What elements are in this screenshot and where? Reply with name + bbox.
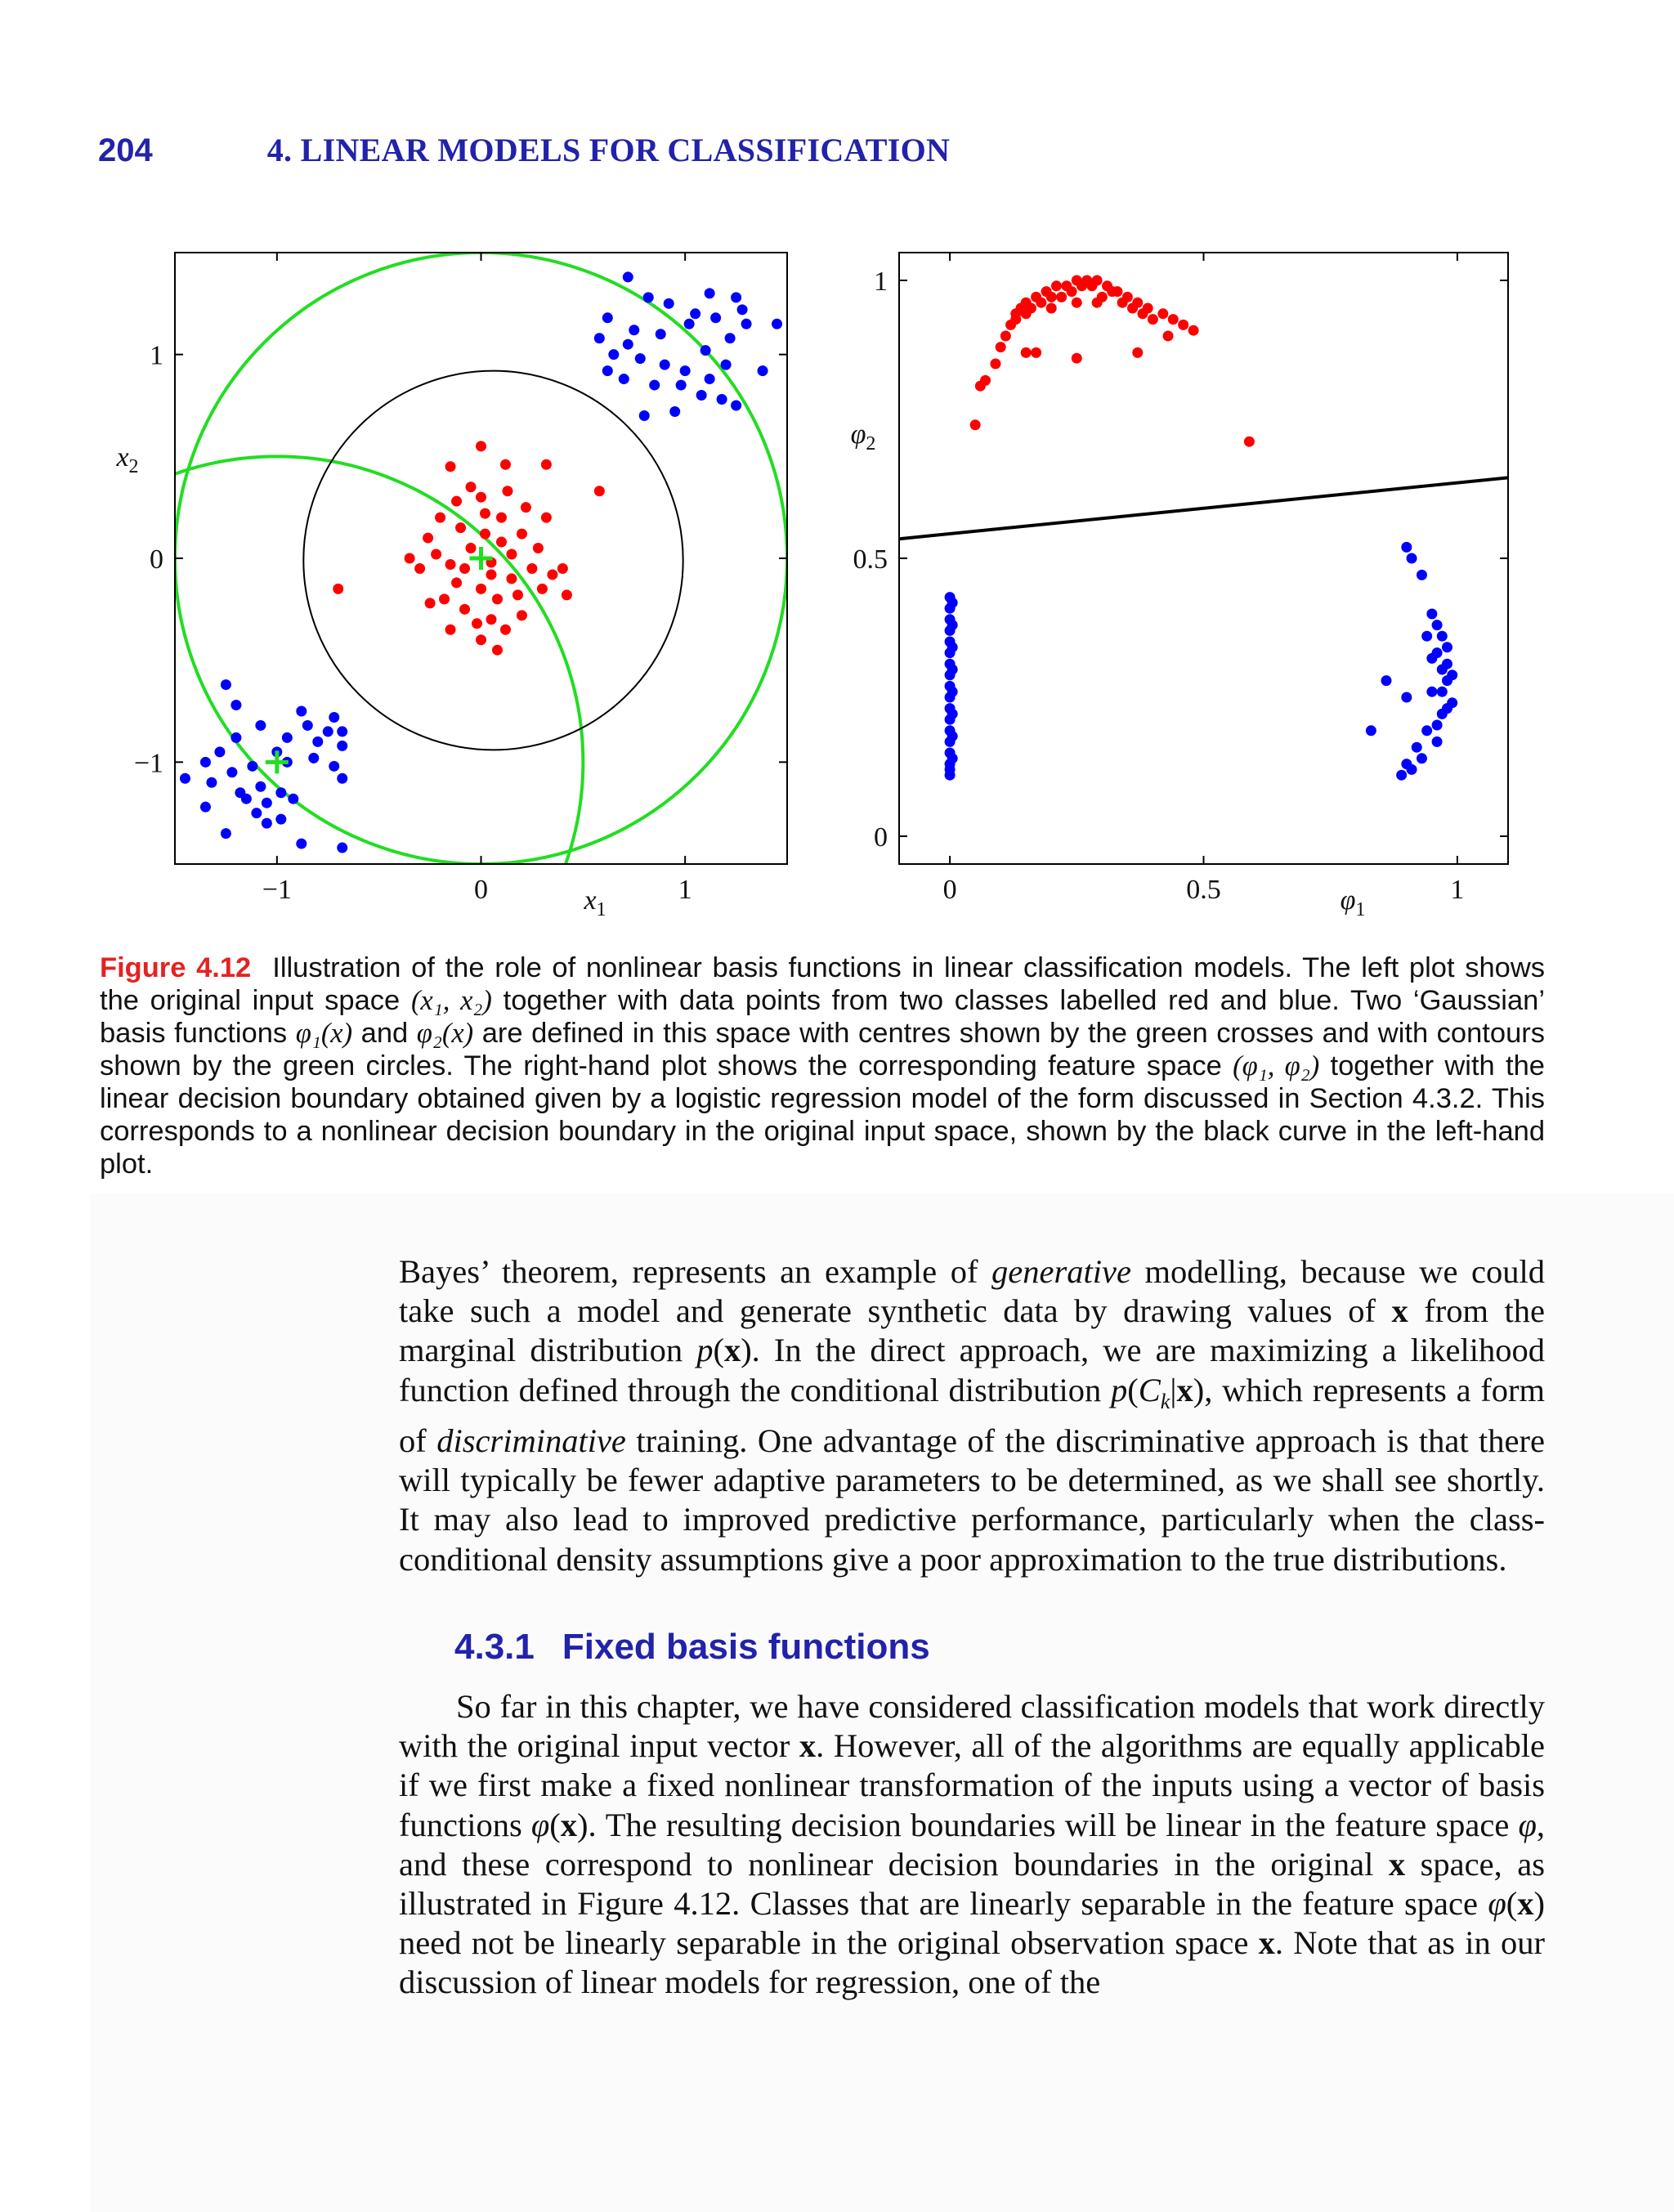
blue-data-point — [231, 700, 241, 710]
blue-data-point — [337, 726, 347, 737]
blue-data-point — [251, 808, 262, 818]
red-data-point — [1127, 303, 1138, 314]
text-run: modelling, because we could take such a model and generate synthetic data by drawing values of — [399, 1253, 1545, 1330]
figure-caption — [100, 952, 1545, 1180]
section-title: Fixed basis functions — [562, 1627, 930, 1667]
red-data-point — [1086, 280, 1097, 291]
red-data-point — [496, 513, 507, 523]
red-data-point — [512, 589, 523, 600]
text-run: and — [352, 1018, 417, 1049]
math-symbol: p — [1110, 1371, 1128, 1408]
red-data-point — [996, 342, 1006, 352]
math-subscript: k — [1160, 1389, 1170, 1413]
red-data-point — [1188, 325, 1199, 336]
red-data-point — [1117, 298, 1128, 308]
red-data-point — [1168, 314, 1179, 325]
y-tick-label: −1 — [133, 748, 163, 779]
chapter-title: 4. LINEAR MODELS FOR CLASSIFICATION — [266, 132, 951, 168]
red-data-point — [1036, 298, 1046, 308]
red-data-point — [1056, 292, 1067, 302]
plot-area — [899, 275, 1508, 781]
blue-data-point — [296, 706, 307, 717]
right-scatter-plot — [851, 253, 1508, 920]
text-run: . However, all of the algorithms are equally applicable if we first make a fixed nonlinear transformation of the inputs using a vector of basis functions — [399, 1727, 1545, 1843]
blue-data-point — [623, 271, 633, 282]
blue-data-point — [312, 737, 323, 747]
blue-data-point — [255, 781, 266, 792]
blue-data-point — [594, 333, 605, 343]
red-data-point — [472, 618, 482, 629]
math-vector: x — [799, 1727, 817, 1765]
blue-data-point — [684, 319, 695, 329]
red-data-point — [1021, 308, 1032, 319]
red-data-point — [990, 359, 1000, 369]
math-vector: x — [1517, 1885, 1534, 1923]
text-run: space, as illustrated in Figure 4.12. Classes that are linearly separable in the feature space — [399, 1845, 1545, 1923]
red-data-point — [970, 419, 981, 430]
red-data-point — [1244, 437, 1255, 447]
red-data-point — [1178, 320, 1188, 330]
blue-data-point — [623, 339, 633, 350]
red-data-point — [1148, 314, 1158, 325]
text-run: together with the linear decision boundary obtained given by a logistic regression model of the form discussed in Section 4.3.2. This corresponds to a nonlinear decision boundary in the original input space, shown by the black curve in the left-hand plot. — [100, 1050, 1545, 1180]
blue-data-point — [1421, 725, 1432, 736]
caption-math: φ₂(x) — [416, 1018, 474, 1049]
x-tick-label: 0.5 — [1186, 875, 1221, 905]
y-tick-label: 0 — [150, 544, 163, 575]
blue-data-point — [1426, 653, 1437, 664]
body-paragraph-2 — [399, 1687, 1545, 2003]
blue-data-point — [262, 818, 272, 829]
red-data-point — [405, 553, 415, 564]
blue-data-point — [947, 598, 958, 608]
blue-data-point — [721, 360, 732, 370]
blue-data-point — [737, 304, 748, 315]
red-data-point — [517, 529, 527, 540]
red-data-point — [445, 625, 456, 635]
section-heading — [454, 1627, 930, 1668]
text-run: ), which represents a form of — [399, 1371, 1545, 1459]
blue-data-point — [947, 642, 958, 652]
math-symbol: p — [696, 1332, 714, 1369]
blue-data-point — [282, 732, 293, 743]
red-data-point — [1031, 347, 1041, 358]
blue-data-point — [1366, 725, 1376, 736]
blue-data-point — [226, 767, 237, 777]
blue-data-point — [725, 333, 736, 343]
blue-data-point — [947, 753, 958, 763]
blue-data-point — [705, 288, 715, 298]
blue-data-point — [329, 712, 339, 723]
blue-data-point — [1442, 642, 1452, 652]
blue-data-point — [758, 365, 768, 376]
figure-label: Figure 4.12 — [100, 952, 252, 983]
blue-data-point — [1401, 542, 1412, 553]
red-data-point — [486, 569, 496, 580]
blue-data-point — [669, 406, 680, 417]
blue-data-point — [1426, 687, 1437, 697]
blue-data-point — [308, 753, 319, 763]
blue-data-point — [639, 410, 650, 421]
blue-data-point — [337, 843, 347, 853]
red-data-point — [445, 461, 456, 472]
blue-data-point — [1442, 703, 1452, 714]
red-data-point — [557, 563, 568, 574]
blue-data-point — [705, 374, 715, 384]
red-data-point — [1107, 286, 1117, 297]
text-run: Illustration of the role of nonlinear basis functions in linear classification models. The left plot shows the original input space — [100, 952, 1545, 1016]
red-data-point — [459, 604, 470, 615]
blue-data-point — [1426, 609, 1437, 620]
blue-data-point — [772, 319, 782, 329]
blue-data-point — [247, 761, 257, 772]
caption-math: φ₁(x) — [295, 1018, 353, 1049]
blue-data-point — [741, 319, 752, 329]
math-vector: x — [1258, 1924, 1275, 1962]
math-symbol: φ — [530, 1806, 550, 1843]
blue-data-point — [1412, 742, 1422, 753]
section-number: 4.3.1 — [454, 1627, 535, 1667]
red-data-point — [486, 614, 496, 625]
blue-data-point — [275, 787, 286, 798]
text-run: ( — [1506, 1885, 1518, 1923]
red-data-point — [506, 573, 517, 584]
y-tick-label: 0 — [874, 822, 888, 853]
red-data-point — [594, 486, 605, 496]
text-run: ( — [1127, 1371, 1139, 1408]
red-data-point — [451, 577, 462, 588]
y-axis-label: $x_2$ — [116, 442, 139, 477]
red-data-point — [1046, 303, 1057, 314]
blue-data-point — [296, 839, 307, 849]
math-vector: x — [560, 1806, 578, 1843]
blue-data-point — [947, 665, 958, 675]
red-data-point — [1051, 280, 1062, 291]
caption-math: (x₁, x₂) — [410, 985, 492, 1016]
blue-data-point — [660, 360, 670, 370]
red-data-point — [533, 543, 544, 553]
red-data-point — [459, 563, 470, 574]
red-data-point — [500, 459, 511, 470]
red-data-point — [425, 598, 436, 608]
red-data-point — [506, 549, 517, 560]
blue-data-point — [619, 374, 629, 384]
red-data-point — [439, 593, 450, 604]
blue-data-point — [710, 312, 721, 323]
blue-data-point — [1401, 692, 1412, 703]
blue-data-point — [337, 741, 347, 751]
x-axis-label: $\varphi_1$ — [1340, 885, 1366, 920]
red-data-point — [517, 610, 527, 620]
math-symbol: C — [1138, 1371, 1161, 1408]
blue-data-point — [947, 687, 958, 697]
red-data-point — [1163, 331, 1174, 342]
blue-data-point — [656, 329, 666, 339]
blue-data-point — [717, 394, 727, 405]
blue-data-point — [200, 802, 211, 813]
blue-data-point — [1417, 753, 1427, 763]
red-data-point — [445, 559, 456, 570]
red-data-point — [476, 584, 486, 594]
red-data-point — [537, 584, 548, 594]
red-data-point — [451, 496, 462, 507]
x-tick-label: −1 — [262, 875, 292, 905]
red-data-point — [975, 381, 986, 392]
blue-data-point — [1407, 764, 1417, 775]
red-data-point — [431, 549, 441, 560]
blue-data-point — [664, 298, 674, 309]
blue-data-point — [323, 726, 333, 737]
red-data-point — [435, 513, 445, 523]
text-run: training. One advantage of the discriminative approach is that there will typically be fewer adaptive parameters to be determined, as we shall see shortly. It may also lead to improved predictive performance, particularly when the class-conditional density assumptions give a poor approximation to the true distributions. — [399, 1422, 1545, 1578]
red-data-point — [492, 645, 503, 656]
blue-data-point — [221, 828, 231, 839]
red-data-point — [492, 593, 503, 604]
red-data-point — [547, 569, 557, 580]
blue-data-point — [1417, 570, 1427, 580]
red-data-point — [480, 508, 490, 519]
red-data-point — [476, 441, 486, 451]
text-run: So far in this chapter, we have considered classification models that work directly with the original input vector — [399, 1688, 1545, 1765]
decision-boundary-line — [899, 477, 1508, 539]
y-axis-label: $\varphi_2$ — [850, 419, 876, 454]
blue-data-point — [1381, 675, 1392, 686]
blue-data-point — [690, 308, 700, 319]
math-vector: x — [1176, 1371, 1193, 1408]
red-data-point — [480, 529, 490, 540]
red-data-point — [1132, 347, 1143, 358]
running-head — [98, 131, 950, 172]
blue-data-point — [180, 773, 190, 784]
red-data-point — [414, 563, 425, 574]
blue-data-point — [288, 794, 298, 804]
blue-data-point — [221, 679, 231, 690]
math-symbol: φ — [1518, 1806, 1537, 1843]
red-data-point — [476, 634, 486, 645]
blue-data-point — [696, 390, 707, 401]
blue-data-point — [214, 746, 225, 757]
text-run: . Note that as in our discussion of linear models for regression, one of the — [399, 1924, 1545, 2001]
x-tick-label: 0 — [942, 875, 957, 905]
red-data-point — [1072, 353, 1082, 364]
math-vector: x — [1391, 1292, 1408, 1330]
red-data-point — [455, 522, 466, 533]
x-tick-label: 1 — [678, 875, 692, 905]
red-data-point — [466, 481, 477, 492]
blue-data-point — [1442, 675, 1452, 686]
red-data-point — [541, 459, 552, 470]
blue-data-point — [649, 380, 660, 391]
blue-data-point — [255, 720, 266, 731]
blue-data-point — [1437, 631, 1448, 642]
blue-data-point — [1442, 659, 1452, 669]
text-run: Bayes’ theorem, represents an example of — [399, 1253, 992, 1290]
italic-term: generative — [991, 1253, 1131, 1290]
red-data-point — [476, 492, 486, 503]
blue-data-point — [200, 757, 211, 768]
blue-data-point — [635, 353, 646, 364]
text-run: | — [1170, 1371, 1177, 1408]
blue-data-point — [700, 345, 711, 356]
red-data-point — [541, 513, 552, 523]
blue-data-point — [206, 777, 217, 788]
body-paragraph-1 — [399, 1252, 1545, 1579]
text-run: are defined in this space with centres shown by the green crosses and with contours shown by the green circles. The right-hand plot shows the corresponding feature space — [100, 1018, 1546, 1081]
text-run: , and these correspond to nonlinear decision boundaries in the original — [399, 1806, 1545, 1883]
red-data-point — [1021, 347, 1032, 358]
red-data-point — [1076, 280, 1087, 291]
red-data-point — [423, 533, 433, 544]
blue-data-point — [676, 380, 687, 391]
blue-data-point — [262, 798, 272, 808]
red-data-point — [526, 563, 537, 574]
red-data-point — [333, 584, 343, 594]
red-data-point — [521, 502, 531, 513]
blue-data-point — [947, 731, 958, 741]
x-tick-label: 0 — [474, 875, 488, 905]
plot-area — [0, 253, 787, 948]
x-axis-label: $x_1$ — [584, 885, 606, 920]
blue-data-point — [602, 312, 613, 323]
blue-data-point — [231, 732, 241, 743]
blue-data-point — [1437, 687, 1448, 697]
text-run: ( — [549, 1806, 561, 1843]
blue-data-point — [1432, 737, 1443, 747]
red-data-point — [562, 589, 572, 600]
red-data-point — [1010, 314, 1021, 325]
red-data-point — [500, 625, 511, 635]
blue-data-point — [329, 761, 339, 772]
y-tick-label: 0.5 — [853, 544, 888, 575]
caption-math: (φ₁, φ₂) — [1233, 1050, 1320, 1081]
y-tick-label: 1 — [874, 266, 888, 297]
math-vector: x — [1388, 1845, 1406, 1883]
x-tick-label: 1 — [1450, 875, 1465, 905]
blue-data-point — [1396, 770, 1407, 781]
blue-data-point — [337, 773, 347, 784]
text-run: from the marginal distribution — [399, 1292, 1545, 1369]
blue-data-point — [608, 349, 619, 360]
text-run: ). The resulting decision boundaries will be linear in the feature space — [577, 1806, 1519, 1843]
red-data-point — [1138, 308, 1148, 319]
blue-data-point — [1421, 631, 1432, 642]
blue-data-point — [1407, 553, 1417, 564]
blue-data-point — [602, 365, 613, 376]
blue-data-point — [643, 292, 654, 302]
blue-data-point — [1432, 720, 1443, 731]
text-run: ( — [713, 1332, 724, 1369]
text-run: together with data points from two classes labelled red and blue. Two ‘Gaussian’ basis functions — [100, 985, 1546, 1049]
blue-data-point — [235, 787, 245, 798]
red-data-point — [1046, 292, 1057, 302]
blue-data-point — [629, 325, 639, 335]
blue-data-point — [1432, 620, 1443, 630]
blue-data-point — [947, 620, 958, 630]
blue-data-point — [731, 292, 741, 302]
red-data-point — [1000, 331, 1011, 342]
text-run: ). In the direct approach, we are maximizing a likelihood function defined through the conditional distribution — [399, 1332, 1545, 1408]
math-vector: x — [723, 1332, 741, 1369]
blue-data-point — [275, 814, 286, 825]
left-scatter-plot — [0, 253, 787, 948]
text-run: ) need not be linearly separable in the original observation space — [399, 1885, 1545, 1962]
red-data-point — [502, 486, 512, 496]
blue-data-point — [680, 365, 691, 376]
blue-data-point — [947, 709, 958, 719]
red-data-point — [466, 543, 477, 553]
caption-body — [100, 952, 1545, 1180]
y-tick-label: 1 — [150, 340, 163, 371]
red-data-point — [1072, 298, 1082, 308]
blue-data-point — [302, 720, 313, 731]
red-data-point — [1157, 308, 1168, 319]
figure-plots — [0, 229, 1674, 948]
blue-data-point — [731, 401, 741, 411]
math-symbol: φ — [1488, 1885, 1506, 1923]
red-data-point — [496, 537, 507, 548]
red-data-point — [1092, 298, 1103, 308]
red-data-point — [1067, 286, 1077, 297]
basis-centre-cross — [266, 750, 289, 773]
italic-term: discriminative — [436, 1422, 626, 1459]
page-number: 204 — [98, 132, 153, 168]
